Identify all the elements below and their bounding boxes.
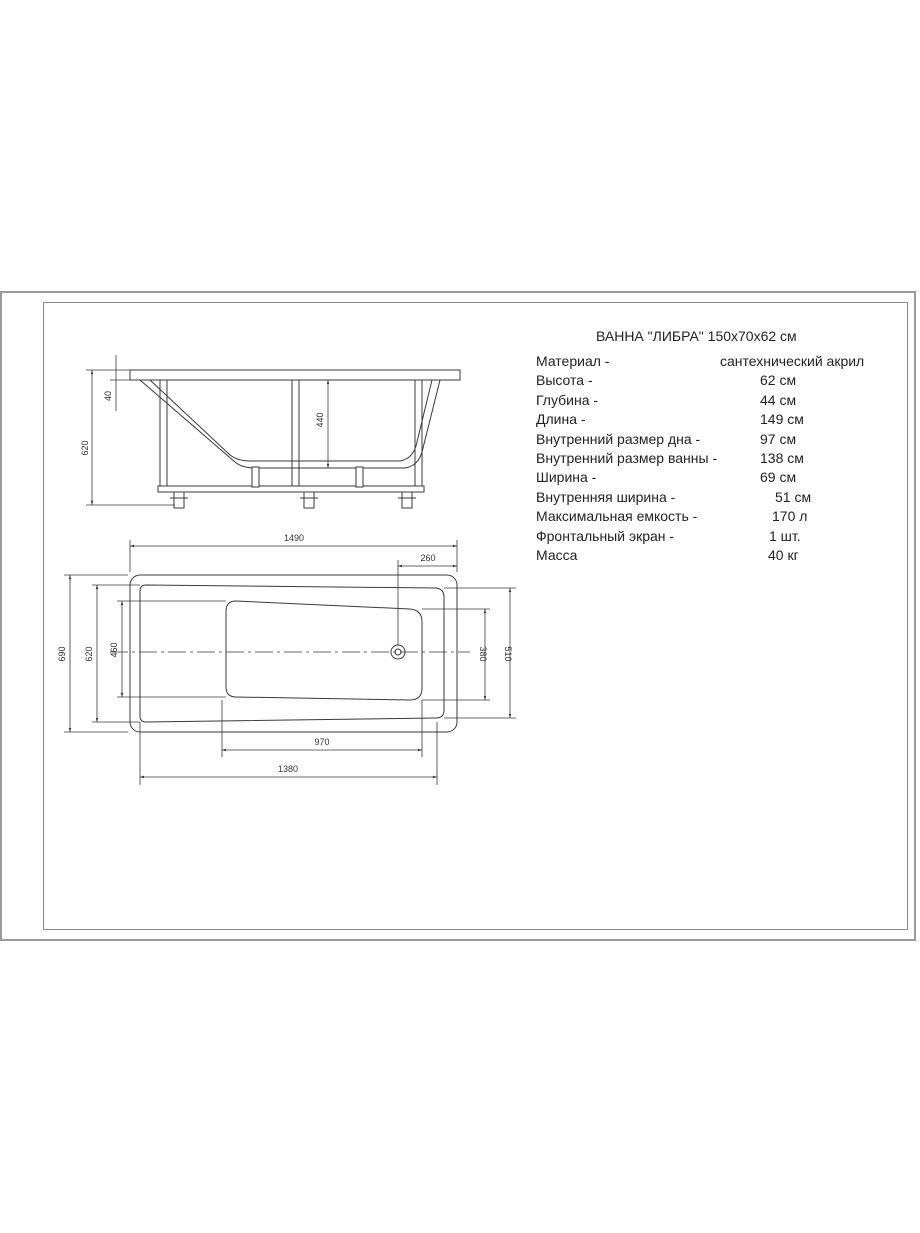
dim-width-460: 460: [109, 642, 119, 658]
dim-inner-length: 1380: [277, 764, 299, 774]
spec-value: 149 см: [760, 411, 804, 428]
spec-label: Внутренняя ширина -: [536, 488, 676, 505]
spec-value: 62 см: [760, 372, 797, 389]
dim-width-510: 510: [503, 646, 513, 662]
spec-value: 138 см: [760, 450, 804, 466]
top-basin-bottom: [226, 601, 422, 700]
spec-value: 69 см: [760, 469, 797, 486]
spec-value: сантехнический акрил: [720, 353, 865, 369]
side-view: [130, 370, 460, 508]
spec-label: Ширина -: [536, 469, 597, 486]
top-outer-outline: [130, 575, 457, 732]
side-shell-outer: [140, 380, 440, 468]
side-support: [356, 467, 363, 487]
dim-bottom-length: 970: [314, 737, 330, 747]
spec-label: Длина -: [536, 411, 586, 428]
dim-side-total-height: 620: [80, 440, 90, 456]
side-rim: [130, 370, 460, 380]
side-shell-inner: [150, 380, 432, 461]
spec-value: 51 см: [775, 488, 812, 505]
spec-value: 1 шт.: [769, 527, 801, 544]
spec-label: Высота -: [536, 372, 593, 389]
spec-value: 170 л: [772, 508, 808, 525]
spec-label: Максимальная емкость -: [536, 508, 698, 525]
dim-side-depth: 440: [315, 412, 325, 428]
spec-label: Материал -: [536, 353, 610, 369]
spec-label: Фронтальный экран -: [536, 527, 675, 544]
top-view: [110, 575, 470, 732]
spec-label: Внутренний размер ванны -: [536, 450, 718, 466]
dim-width-380: 380: [478, 646, 488, 662]
side-frame-base: [158, 486, 424, 492]
spec-label: Глубина -: [536, 391, 599, 408]
side-foot: [304, 492, 314, 508]
spec-value: 44 см: [760, 391, 797, 408]
spec-value: 97 см: [760, 430, 797, 447]
dim-width-620: 620: [84, 646, 94, 662]
side-support: [252, 467, 259, 487]
spec-label: Масса: [536, 547, 578, 563]
dim-side-rim: 40: [103, 390, 113, 402]
top-dimensions: [64, 540, 516, 785]
side-foot: [174, 492, 184, 508]
spec-label: Внутренний размер дна -: [536, 430, 701, 447]
spec-value: 40 кг: [768, 547, 799, 563]
dim-width-outer: 690: [57, 646, 67, 662]
dim-length: 1490: [283, 533, 305, 543]
spec-title: ВАННА "ЛИБРА" 150x70x62 см: [596, 328, 797, 344]
dim-drain-offset: 260: [420, 553, 436, 563]
side-foot: [402, 492, 412, 508]
